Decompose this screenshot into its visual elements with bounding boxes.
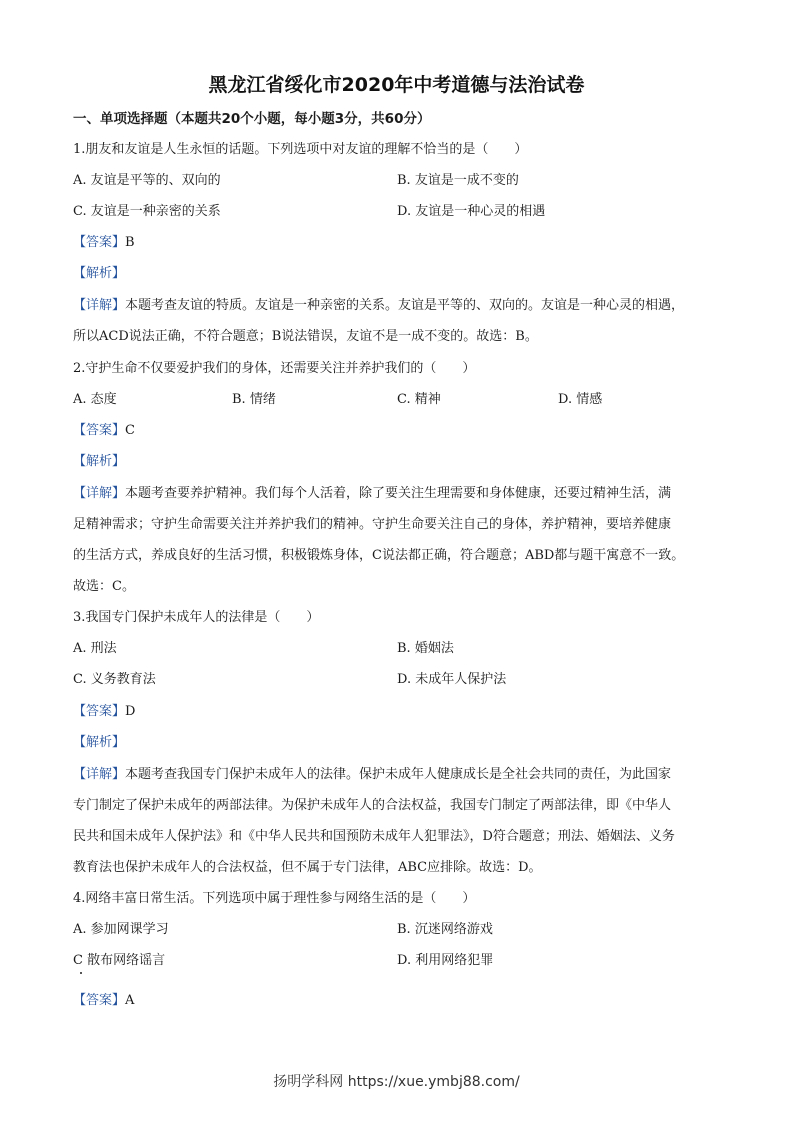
question-4-option-d: D. 利用网络犯罪: [397, 953, 494, 968]
question-4-stem: 4.网络丰富日常生活。下列选项中属于理性参与网络生活的是（ ）: [73, 891, 476, 906]
analysis-tag: 【解析】: [73, 454, 126, 469]
question-2-option-d: D. 情感: [558, 392, 603, 407]
detail-text: 本题考查要养护精神。我们每个人活着，除了要关注生理需要和身体健康，还要过精神生活，满: [125, 486, 672, 501]
question-1-stem: 1.朋友和友谊是人生永恒的话题。下列选项中对友谊的理解不恰当的是（ ）: [73, 142, 528, 157]
detail-text: 所以ACD说法正确，不符合题意；B说法错误，友谊不是一成不变的。故选：B。: [73, 329, 538, 344]
question-2-option-c: C. 精神: [397, 392, 441, 407]
footer-watermark: 扬明学科网 https://xue.ymbj88.com/: [273, 1074, 520, 1090]
question-2-analysis: [73, 453, 125, 471]
question-4-option-b: B. 沉迷网络游戏: [397, 922, 493, 937]
question-4-option-a: A. 参加网课学习: [73, 922, 169, 937]
question-3-option-d: D. 未成年人保护法: [397, 672, 507, 687]
detail-text: 故选：C。: [73, 579, 135, 594]
question-3-answer: [73, 703, 135, 721]
section-heading: 一、单项选择题（本题共20个小题，每小题3分，共60分）: [73, 111, 431, 127]
answer-tag: 【答案】: [73, 993, 126, 1008]
question-1-option-b: B. 友谊是一成不变的: [397, 173, 519, 188]
detail-text: 民共和国未成年人保护法》和《中华人民共和国预防未成年人犯罪法》，D符合题意；刑法、婚姻法、义务: [73, 829, 675, 844]
question-2-option-a: A. 态度: [73, 392, 117, 407]
question-1-answer: [73, 234, 135, 252]
question-4-option-c: C 散布网络谣言: [73, 953, 166, 968]
question-1-option-c: C. 友谊是一种亲密的关系: [73, 204, 221, 219]
answer-value: C: [125, 423, 135, 438]
question-2-answer: [73, 422, 135, 440]
question-2-stem: 2.守护生命不仅要爱护我们的身体，还需要关注并养护我们的（ ）: [73, 361, 476, 376]
question-3-stem: 3.我国专门保护未成年人的法律是（ ）: [73, 610, 320, 625]
detail-tag: 【详解】: [73, 486, 126, 501]
question-3-option-c: C. 义务教育法: [73, 672, 156, 687]
analysis-tag: 【解析】: [73, 735, 126, 750]
question-3-option-b: B. 婚姻法: [397, 641, 454, 656]
answer-value: A: [125, 993, 135, 1008]
question-2-option-b: B. 情绪: [232, 392, 276, 407]
detail-text: 足精神需求；守护生命需要关注并养护我们的精神。守护生命要关注自己的身体，养护精神，要培养健康: [73, 517, 672, 532]
question-3-option-a: A. 刑法: [73, 641, 117, 656]
stray-dot: [80, 972, 82, 974]
detail-text: 教育法也保护未成年人的合法权益，但不属于专门法律，ABC应排除。故选：D。: [73, 860, 542, 875]
question-2-detail: [73, 478, 723, 602]
question-1-option-d: D. 友谊是一种心灵的相遇: [397, 204, 546, 219]
answer-tag: 【答案】: [73, 704, 126, 719]
detail-text: 本题考查友谊的特质。友谊是一种亲密的关系。友谊是平等的、双向的。友谊是一种心灵的相遇，: [125, 298, 685, 313]
detail-text: 专门制定了保护未成年的两部法律。为保护未成年人的合法权益，我国专门制定了两部法律，即《中华人: [73, 798, 672, 813]
detail-text: 本题考查我国专门保护未成年人的法律。保护未成年人健康成长是全社会共同的责任，为此国家: [125, 767, 672, 782]
question-1-analysis: [73, 265, 125, 283]
document-title: 黑龙江省绥化市2020年中考道德与法治试卷: [208, 74, 585, 96]
answer-tag: 【答案】: [73, 235, 126, 250]
question-1-option-a: A. 友谊是平等的、双向的: [73, 173, 221, 188]
question-4-answer: [73, 992, 134, 1010]
question-3-analysis: [73, 734, 125, 752]
detail-tag: 【详解】: [73, 298, 126, 313]
answer-value: D: [125, 704, 136, 719]
question-3-detail: [73, 759, 723, 883]
question-1-detail: [73, 290, 723, 352]
answer-value: B: [125, 235, 135, 250]
answer-tag: 【答案】: [73, 423, 126, 438]
detail-tag: 【详解】: [73, 767, 126, 782]
detail-text: 的生活方式，养成良好的生活习惯，积极锻炼身体，C说法都正确，符合题意；ABD都与题干寓意不一致。: [73, 548, 685, 563]
analysis-tag: 【解析】: [73, 266, 126, 281]
